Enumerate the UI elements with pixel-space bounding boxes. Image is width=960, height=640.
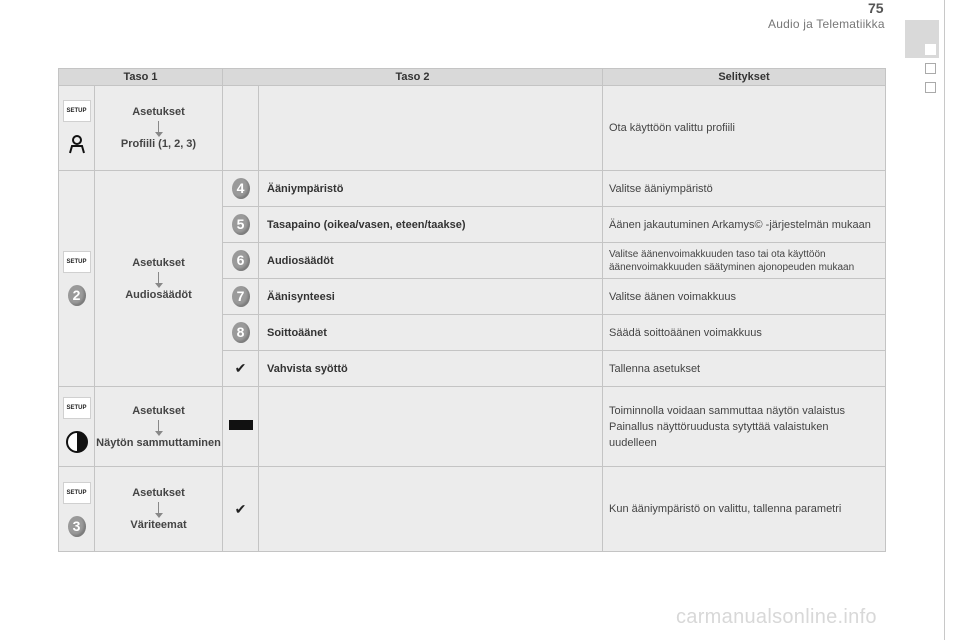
nav-square-icon[interactable] [925,82,936,93]
setup-icon: SETUP [63,251,91,273]
level1-label: Asetukset [132,106,185,118]
icon-cell [59,86,95,171]
badge-cell [223,279,259,315]
description-cell: Valitse äänen voimakkuus [603,279,886,315]
description-line: Painallus näyttöruudusta sytyttää valaistuken [609,420,829,433]
number-badge-icon: 3 [68,516,86,537]
section-title: Audio ja Telematiikka [768,17,885,31]
setup-icon: SETUP [63,100,91,122]
check-icon: ✔ [234,360,247,376]
table-row [59,86,886,171]
arrow-down-icon [158,272,159,286]
col-header-selitykset: Selitykset [603,69,886,86]
description-cell: Äänen jakautuminen Arkamys© -järjestelmän mukaan [603,207,886,243]
level1-sublabel: Näytön sammuttaminen [96,436,221,449]
page-number: 75 [868,0,884,16]
number-badge-icon: 5 [232,214,250,235]
description-line: uudelleen [609,436,657,449]
screen-off-cell [223,387,259,467]
arrow-down-icon [158,420,159,434]
level1-cell [95,387,223,467]
number-badge-icon: 4 [232,178,250,199]
arrow-down-icon [158,502,159,516]
description-line: Toiminnolla voidaan sammuttaa näytön valaistus [609,404,846,417]
description-cell: Valitse ääniympäristö [603,171,886,207]
level1-label: Asetukset [132,256,185,269]
level2-label: Audiosäädöt [259,243,603,279]
level1-sublabel: Väriteemat [130,519,187,531]
profile-icon [67,134,87,154]
level2-label: Soittoäänet [259,315,603,351]
black-screen-icon [229,420,253,430]
description-cell: Kun ääniympäristö on valittu, tallenna parametri [603,467,886,552]
level2-label: Tasapaino (oikea/vasen, eteen/taakse) [259,207,603,243]
description-cell: Valitse äänenvoimakkuuden taso tai ota käyttöön äänenvoimakkuuden säätyminen ajonopeuden mukaan [603,243,886,279]
number-badge-icon: 7 [232,286,250,307]
table-header-row [59,69,886,86]
description-cell: Säädä soittoäänen voimakkuus [603,315,886,351]
level2-label: Vahvista syöttö [259,351,603,387]
contrast-icon [66,431,88,453]
nav-square-icon[interactable] [925,63,936,74]
margin-divider [944,0,945,640]
level2-label: Ääniympäristö [259,171,603,207]
level1-label: Asetukset [132,404,185,417]
col-header-taso2: Taso 2 [223,69,603,86]
empty-cell [259,467,603,552]
arrow-down-icon [158,121,159,135]
empty-cell [259,387,603,467]
level2-label: Äänisynteesi [259,279,603,315]
description-cell [603,387,886,467]
description-cell: Tallenna asetukset [603,351,886,387]
description-cell: Ota käyttöön valittu profiili [603,86,886,171]
level1-cell [95,171,223,387]
level1-label: Asetukset [132,487,185,499]
settings-table [58,68,886,552]
empty-cell [259,86,603,171]
level1-cell [95,467,223,552]
check-cell [223,467,259,552]
icon-cell [59,171,95,387]
badge-cell [223,315,259,351]
icon-cell [59,467,95,552]
table-row [59,387,886,467]
level1-cell [95,86,223,171]
level1-sublabel: Profiili (1, 2, 3) [120,138,197,150]
table-row [59,467,886,552]
empty-cell [223,86,259,171]
badge-cell [223,243,259,279]
icon-cell [59,387,95,467]
number-badge-icon: 8 [232,322,250,343]
number-badge-icon: 6 [232,250,250,271]
badge-cell [223,207,259,243]
check-cell [223,351,259,387]
watermark: carmanualsonline.info [676,606,877,628]
level1-sublabel: Audiosäädöt [125,288,192,301]
badge-cell [223,171,259,207]
check-icon: ✔ [234,500,247,517]
setup-icon: SETUP [63,482,91,504]
col-header-taso1: Taso 1 [59,69,223,86]
setup-icon: SETUP [63,397,91,419]
nav-square-icon[interactable] [925,44,936,55]
number-badge-icon: 2 [68,285,86,306]
table-row [59,171,886,207]
